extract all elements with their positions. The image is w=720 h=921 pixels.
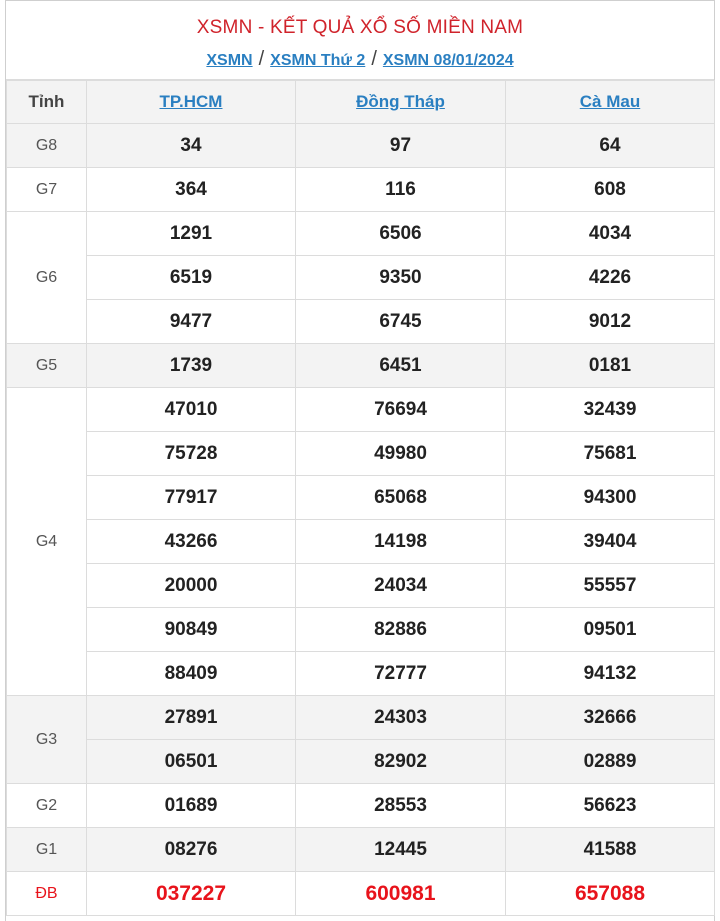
prize-label: G6 — [7, 212, 87, 344]
table-row — [7, 168, 715, 212]
result-number: 75681 — [506, 432, 715, 476]
result-number: 12445 — [296, 828, 506, 872]
result-number: 82902 — [296, 740, 506, 784]
result-number: 600981 — [296, 872, 506, 916]
table-row — [7, 212, 715, 256]
result-number: 4034 — [506, 212, 715, 256]
result-number: 39404 — [506, 520, 715, 564]
breadcrumb-separator: / — [371, 48, 377, 70]
result-number: 41588 — [506, 828, 715, 872]
breadcrumb-weekday-link[interactable]: XSMN Thứ 2 — [270, 52, 366, 69]
prize-label: G8 — [7, 124, 87, 168]
result-number: 0181 — [506, 344, 715, 388]
results-header — [6, 1, 714, 80]
result-number: 88409 — [87, 652, 296, 696]
result-number: 77917 — [87, 476, 296, 520]
result-number: 01689 — [87, 784, 296, 828]
table-row — [7, 872, 715, 916]
result-number: 6506 — [296, 212, 506, 256]
prize-label: G5 — [7, 344, 87, 388]
result-number: 27891 — [87, 696, 296, 740]
results-panel — [5, 0, 715, 921]
result-number: 9350 — [296, 256, 506, 300]
result-number: 4226 — [506, 256, 715, 300]
table-row — [7, 256, 715, 300]
province-header-tphcm — [87, 81, 296, 124]
province-link-tphcm[interactable]: TP.HCM — [159, 92, 223, 111]
result-number: 20000 — [87, 564, 296, 608]
result-number: 1291 — [87, 212, 296, 256]
result-number: 47010 — [87, 388, 296, 432]
prize-label: G4 — [7, 388, 87, 696]
result-number: 49980 — [296, 432, 506, 476]
table-row — [7, 740, 715, 784]
breadcrumb — [6, 49, 714, 71]
table-row — [7, 344, 715, 388]
result-number: 32666 — [506, 696, 715, 740]
result-number: 6451 — [296, 344, 506, 388]
prize-label: G7 — [7, 168, 87, 212]
result-number: 06501 — [87, 740, 296, 784]
result-number: 64 — [506, 124, 715, 168]
table-row — [7, 300, 715, 344]
province-link-ca-mau[interactable]: Cà Mau — [579, 92, 641, 111]
breadcrumb-xsmn-link[interactable]: XSMN — [206, 52, 253, 69]
result-number: 82886 — [296, 608, 506, 652]
table-row — [7, 828, 715, 872]
result-number: 9477 — [87, 300, 296, 344]
result-number: 76694 — [296, 388, 506, 432]
result-number: 72777 — [296, 652, 506, 696]
result-number: 037227 — [87, 872, 296, 916]
result-number: 9012 — [506, 300, 715, 344]
table-row — [7, 564, 715, 608]
result-number: 97 — [296, 124, 506, 168]
result-number: 6745 — [296, 300, 506, 344]
result-number: 08276 — [87, 828, 296, 872]
result-number: 56623 — [506, 784, 715, 828]
result-number: 24034 — [296, 564, 506, 608]
result-number: 28553 — [296, 784, 506, 828]
result-number: 14198 — [296, 520, 506, 564]
result-number: 94132 — [506, 652, 715, 696]
results-table — [6, 80, 715, 916]
table-row — [7, 784, 715, 828]
province-header-ca-mau — [506, 81, 715, 124]
result-number: 65068 — [296, 476, 506, 520]
result-number: 75728 — [87, 432, 296, 476]
prize-label: G3 — [7, 696, 87, 784]
result-number: 90849 — [87, 608, 296, 652]
result-number: 43266 — [87, 520, 296, 564]
table-row — [7, 520, 715, 564]
result-number: 24303 — [296, 696, 506, 740]
prize-label: ĐB — [7, 872, 87, 916]
result-number: 09501 — [506, 608, 715, 652]
province-link-dong-thap[interactable]: Đồng Tháp — [356, 92, 445, 111]
page-title: XSMN - KẾT QUẢ XỔ SỐ MIỀN NAM — [196, 17, 524, 38]
results-body — [7, 124, 715, 916]
table-row — [7, 476, 715, 520]
result-number: 364 — [87, 168, 296, 212]
table-row — [7, 124, 715, 168]
province-column-header: Tỉnh — [7, 81, 87, 124]
result-number: 02889 — [506, 740, 715, 784]
table-row — [7, 388, 715, 432]
result-number: 657088 — [506, 872, 715, 916]
table-row — [7, 696, 715, 740]
breadcrumb-separator: / — [258, 48, 265, 70]
result-number: 6519 — [87, 256, 296, 300]
province-header-dong-thap — [296, 81, 506, 124]
result-number: 116 — [296, 168, 506, 212]
result-number: 1739 — [87, 344, 296, 388]
result-number: 94300 — [506, 476, 715, 520]
result-number: 55557 — [506, 564, 715, 608]
prize-label: G1 — [7, 828, 87, 872]
result-number: 34 — [87, 124, 296, 168]
result-number: 32439 — [506, 388, 715, 432]
result-number: 608 — [506, 168, 715, 212]
table-row — [7, 432, 715, 476]
table-row — [7, 608, 715, 652]
breadcrumb-date-link[interactable]: XSMN 08/01/2024 — [382, 52, 514, 69]
prize-label: G2 — [7, 784, 87, 828]
table-row — [7, 652, 715, 696]
